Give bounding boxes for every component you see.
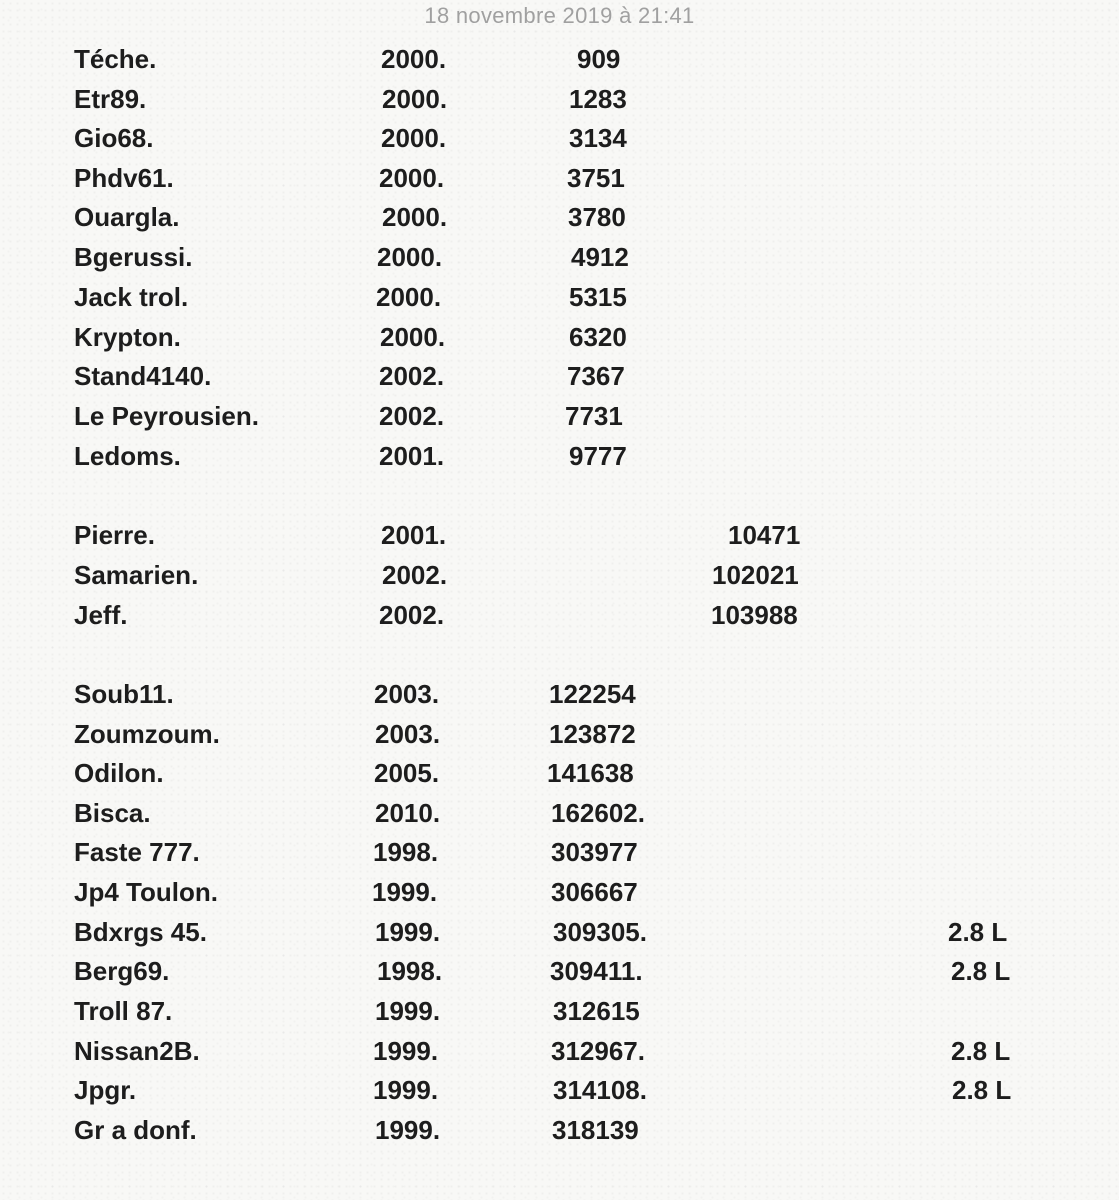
member-number: 909 [577,44,621,74]
member-name: Berg69. [74,956,170,986]
list-item [0,793,1119,833]
member-number: 141638 [547,758,634,788]
member-number: 10471 [728,520,801,550]
list-item [0,753,1119,793]
member-name: Bdxrgs 45. [74,917,207,947]
list-item [0,237,1119,277]
list-item [0,872,1119,912]
list-item [0,79,1119,119]
member-number: 123872 [549,719,636,749]
member-number: 3134 [569,123,627,153]
member-engine: 2.8 L [948,917,1008,947]
list-item [0,1031,1119,1071]
member-number: 7731 [565,401,623,431]
member-name: Bgerussi. [74,242,193,272]
member-number: 5315 [569,282,627,312]
member-name: Ledoms. [74,441,181,471]
member-year: 1998. [373,837,439,867]
member-number: 309411. [550,956,643,986]
member-name: Samarien. [74,560,199,590]
member-name: Jack trol. [74,282,189,312]
member-number: 309305. [553,917,647,947]
member-number: 312615 [553,996,640,1026]
list-item [0,912,1119,952]
member-number: 7367 [567,361,625,391]
member-name: Krypton. [74,322,181,352]
member-year: 2000. [376,282,442,312]
list-item [0,555,1119,595]
member-year: 2010. [375,798,441,828]
member-number: 312967. [551,1036,645,1066]
list-item [0,951,1119,991]
member-number: 303977 [551,837,638,867]
member-number: 122254 [549,679,636,709]
list-item [0,714,1119,754]
member-year: 2000. [381,123,447,153]
member-year: 2003. [374,679,440,709]
member-name: Zoumzoum. [74,719,220,749]
member-year: 1998. [377,956,443,986]
member-year: 2000. [381,44,447,74]
member-name: Jp4 Toulon. [74,877,218,907]
list-item [0,118,1119,158]
member-name: Jeff. [74,600,128,630]
member-name: Phdv61. [74,163,174,193]
member-name: Odilon. [74,758,164,788]
member-name: Soub11. [74,679,174,709]
member-name: Pierre. [74,520,155,550]
member-engine: 2.8 L [951,956,1011,986]
member-year: 2002. [379,401,445,431]
list-item [0,515,1119,555]
member-number: 1283 [569,84,627,114]
member-year: 2000. [377,242,443,272]
list-item [0,991,1119,1031]
list-item [0,39,1119,79]
member-number: 102021 [712,560,799,590]
list-item [0,1070,1119,1110]
list-item [0,1110,1119,1150]
member-name: Gio68. [74,123,154,153]
member-year: 2002. [379,600,445,630]
member-number: 3780 [568,202,626,232]
member-name: Gr a donf. [74,1115,197,1145]
list-item [0,317,1119,357]
member-year: 1999. [375,1115,441,1145]
member-year: 2000. [379,163,445,193]
member-number: 318139 [552,1115,639,1145]
member-name: Ouargla. [74,202,180,232]
list-item [0,832,1119,872]
member-name: Faste 777. [74,837,200,867]
list-item [0,277,1119,317]
member-name: Stand4140. [74,361,212,391]
member-year: 1999. [375,996,441,1026]
member-year: 2000. [380,322,446,352]
member-year: 2001. [379,441,445,471]
member-name: Troll 87. [74,996,173,1026]
member-year: 1999. [375,917,441,947]
list-item [0,436,1119,476]
list-item [0,356,1119,396]
member-year: 2005. [374,758,440,788]
member-number: 6320 [569,322,627,352]
member-number: 103988 [711,600,798,630]
member-year: 1999. [373,1036,439,1066]
member-number: 9777 [569,441,627,471]
member-name: Bisca. [74,798,151,828]
member-engine: 2.8 L [952,1075,1012,1105]
member-name: Etr89. [74,84,147,114]
member-number: 314108. [553,1075,647,1105]
member-number: 162602. [551,798,645,828]
member-year: 2001. [381,520,447,550]
member-year: 2000. [382,84,448,114]
member-name: Téche. [74,44,157,74]
list-item [0,197,1119,237]
list-item [0,158,1119,198]
member-name: Jpgr. [74,1075,137,1105]
note-timestamp: 18 novembre 2019 à 21:41 [424,3,695,28]
member-name: Nissan2B. [74,1036,200,1066]
list-item [0,674,1119,714]
member-year: 1999. [372,877,438,907]
list-item [0,595,1119,635]
member-number: 3751 [567,163,625,193]
member-year: 2003. [375,719,441,749]
member-year: 2000. [382,202,448,232]
member-year: 2002. [382,560,448,590]
list-item [0,396,1119,436]
member-name: Le Peyrousien. [74,401,259,431]
member-number: 306667 [551,877,638,907]
member-engine: 2.8 L [951,1036,1011,1066]
member-year: 1999. [373,1075,439,1105]
member-number: 4912 [571,242,629,272]
member-year: 2002. [379,361,445,391]
